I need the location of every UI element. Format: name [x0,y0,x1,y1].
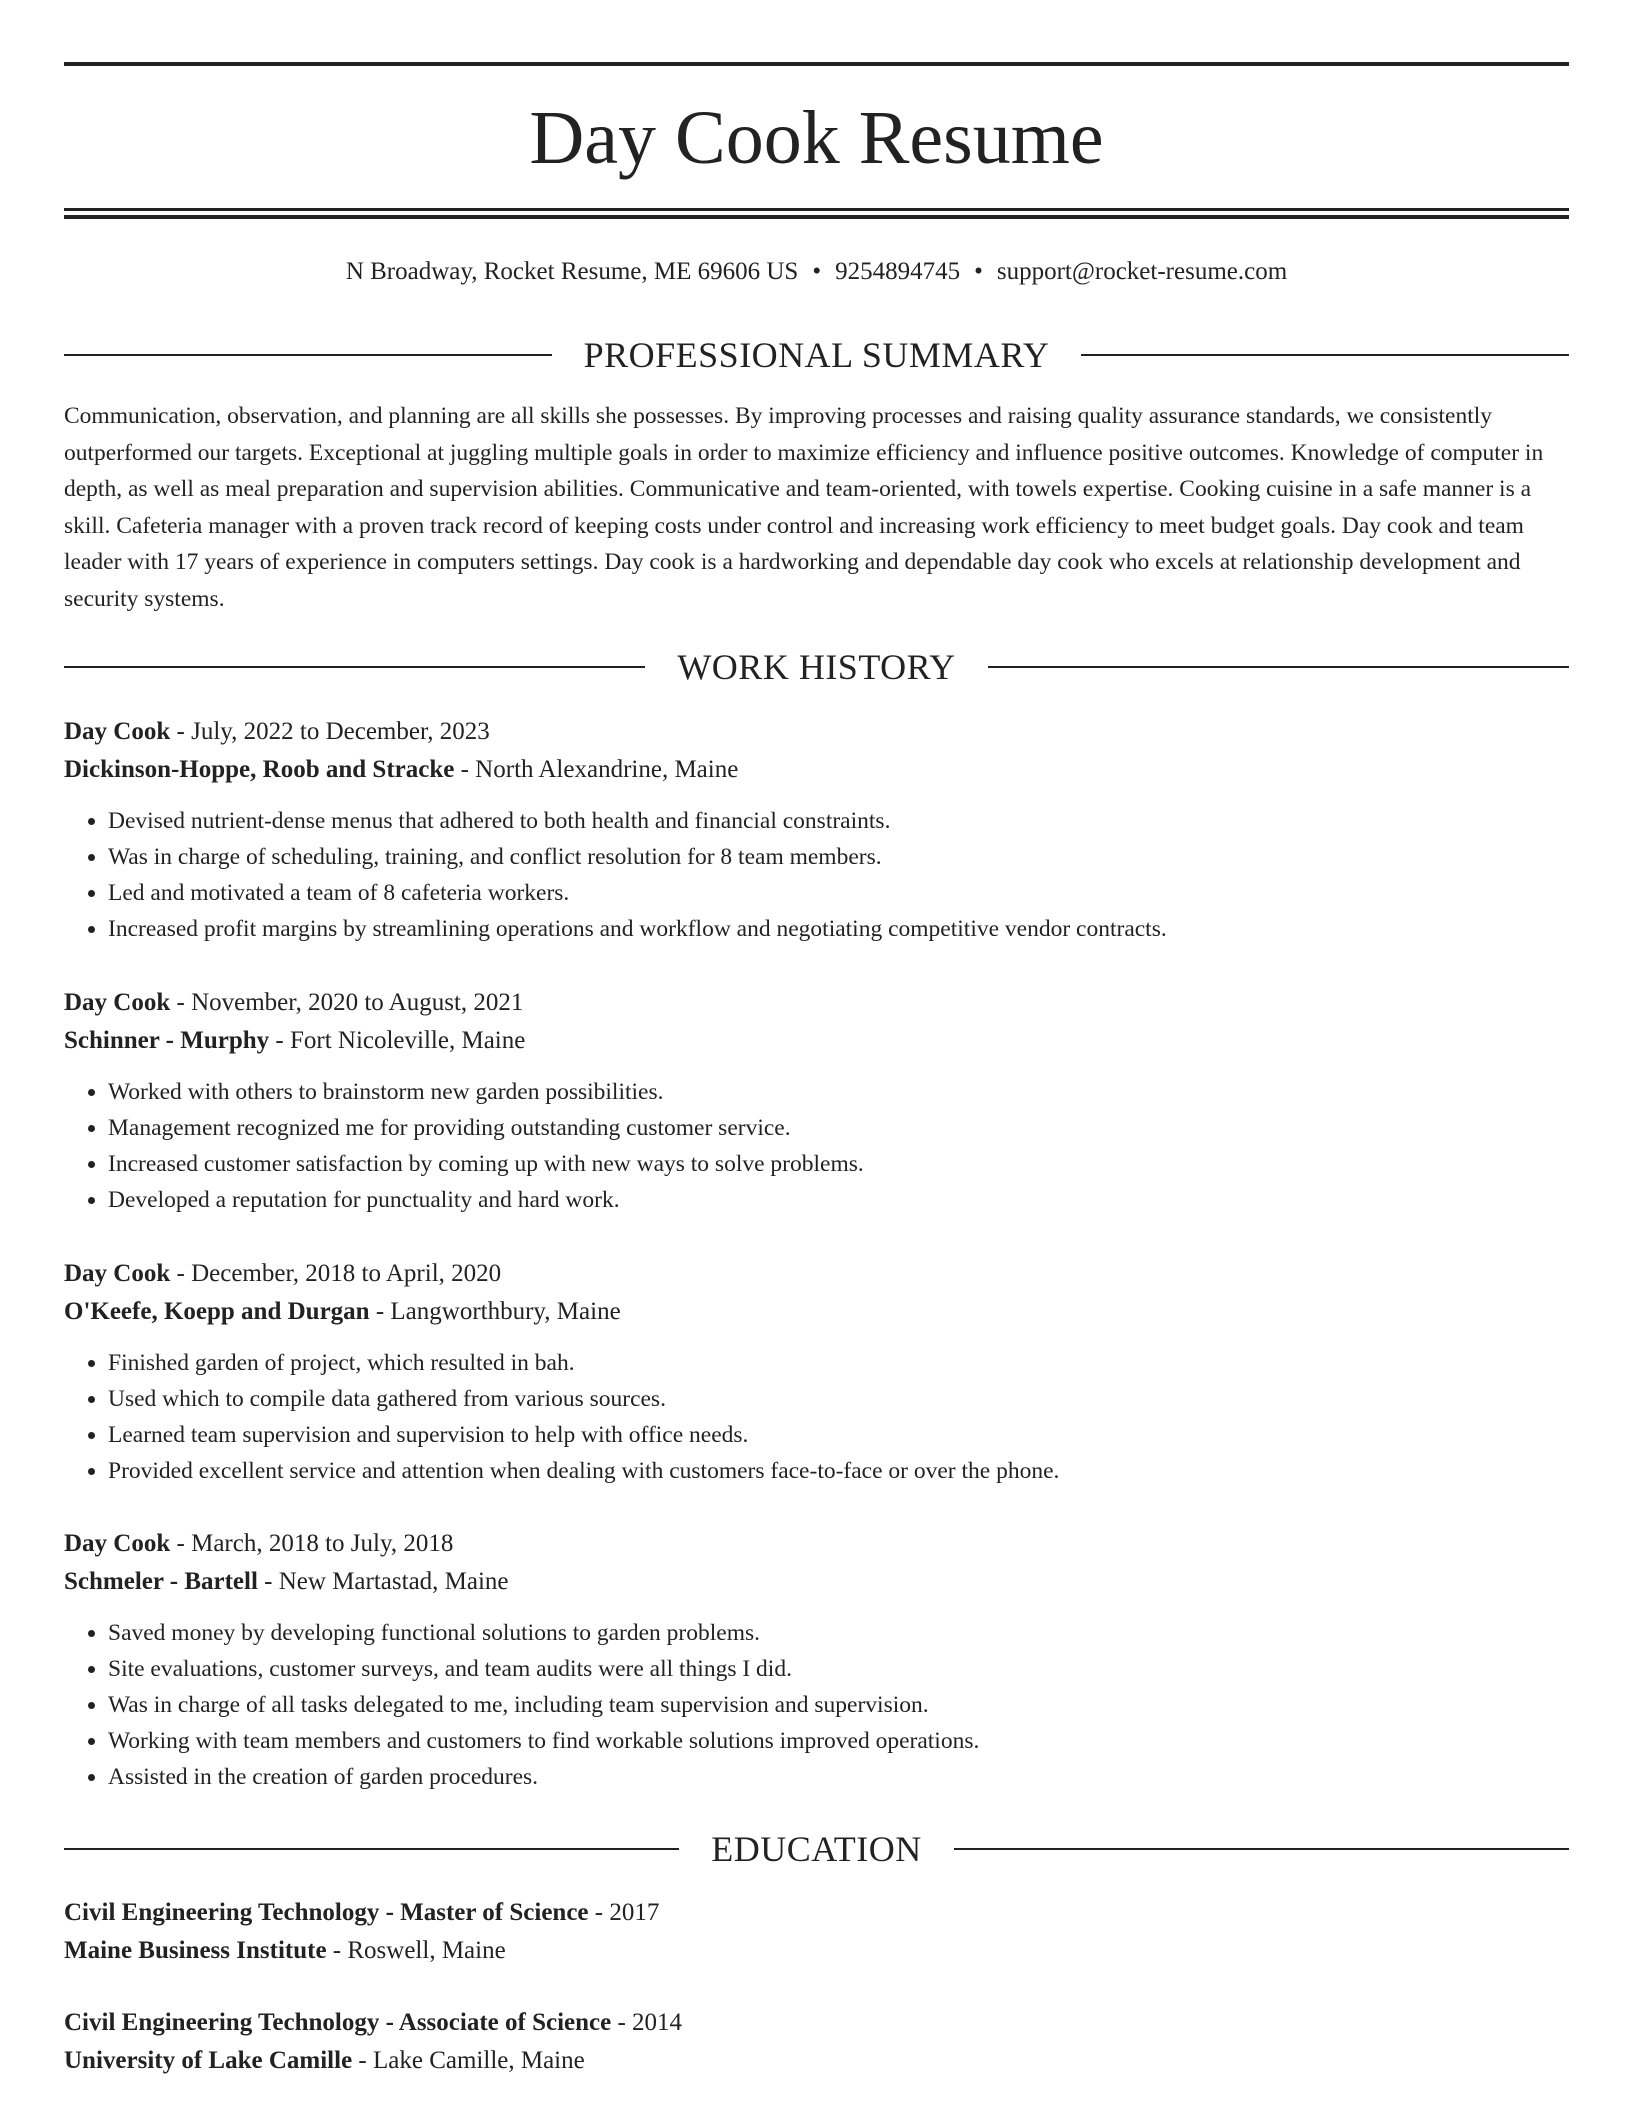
education-heading [64,1827,1569,1871]
job-bullet: • Provided excellent service and attention when dealing with customers face-to-face or over the phone. [108,1453,1569,1489]
education-year: - 2014 [611,2009,683,2036]
heading-rule-left [64,354,552,356]
contact-separator: • [812,258,822,285]
job-bullet: • Developed a reputation for punctuality and hard work. [108,1182,1569,1218]
job-bullet: • Used which to compile data gathered from various sources. [108,1381,1569,1417]
job-bullet: • Saved money by developing functional solutions to garden problems. [108,1615,1569,1651]
job-bullet: • Led and motivated a team of 8 cafeteria workers. [108,875,1569,911]
summary-heading-label: PROFESSIONAL SUMMARY [583,335,1050,375]
job-title: Day Cook [64,1260,171,1287]
education-location: - Lake Camille, Maine [352,2047,585,2074]
education-year: - 2017 [588,1899,660,1926]
heading-rule-left [64,666,645,668]
heading-rule-right [954,1848,1569,1850]
heading-rule-right [988,666,1569,668]
education-entry [64,2004,1569,2080]
job-bullet: • Learned team supervision and supervision to help with office needs. [108,1417,1569,1453]
job-dates: - November, 2020 to August, 2021 [170,989,524,1016]
education-degree: Civil Engineering Technology - Associate of Science [64,2009,612,2036]
education-heading-label: EDUCATION [711,1829,922,1869]
job-location: - New Martastad, Maine [257,1568,509,1595]
top-rule [64,62,1569,66]
job-bullets [64,1074,1569,1218]
job-bullet: • Site evaluations, customer surveys, and team audits were all things I did. [108,1651,1569,1687]
job-title: Day Cook [64,718,171,745]
heading-rule-left [64,1848,679,1850]
job-title: Day Cook [64,989,171,1016]
job-bullet: • Increased profit margins by streamlining operations and workflow and negotiating competitive vendor contracts. [108,911,1569,947]
job-bullet: • Was in charge of scheduling, training, and conflict resolution for 8 team members. [108,839,1569,875]
education-degree: Civil Engineering Technology - Master of Science [64,1899,589,1926]
job-dates: - December, 2018 to April, 2020 [170,1260,502,1287]
job-company: Dickinson-Hoppe, Roob and Stracke [64,756,455,783]
education-entry [64,1894,1569,1970]
education-location: - Roswell, Maine [326,1937,506,1964]
job-company: Schinner - Murphy [64,1027,270,1054]
work-history-heading [64,645,1569,689]
education-school: University of Lake Camille [64,2047,353,2074]
job-location: - Langworthbury, Maine [369,1298,621,1325]
contact-separator: • [974,258,983,285]
job-entry [64,1255,1569,1489]
job-bullet: • Finished garden of project, which resulted in bah. [108,1345,1569,1381]
job-title: Day Cook [64,1530,171,1557]
summary-heading [64,333,1569,377]
job-location: - North Alexandrine, Maine [454,756,739,783]
contact-phone: 9254894745 [835,258,961,285]
job-bullet: • Working with team members and customers to find workable solutions improved operations. [108,1723,1569,1759]
job-bullets [64,1345,1569,1489]
job-company: O'Keefe, Koepp and Durgan [64,1298,370,1325]
job-company: Schmeler - Bartell [64,1568,258,1595]
summary-text: Communication, observation, and planning are all skills she possesses. By improving processes and raising quality assurance standards, we consistently outperformed our targets. Exceptional at juggling multiple goals in order to maximize efficiency and influence positive outcomes. Knowledge of computer in depth, as well as meal preparation and supervision abilities. Communicative and team-oriented, with towels expertise. Cooking cuisine in a safe manner is a skill. Cafeteria manager with a proven track record of keeping costs under control and increasing work efficiency to meet budget goals. Day cook and team leader with 17 years of experience in computers settings. Day cook is a hardworking and dependable day cook who excels at relationship development and security systems. [64,403,1544,612]
job-dates: - July, 2022 to December, 2023 [170,718,490,745]
job-bullet: • Increased customer satisfaction by coming up with new ways to solve problems. [108,1146,1569,1182]
job-entry [64,984,1569,1218]
resume-title: Day Cook Resume [529,96,1104,180]
contact-email: support@rocket-resume.com [996,258,1288,285]
job-bullet: • Management recognized me for providing outstanding customer service. [108,1110,1569,1146]
job-bullet: • Assisted in the creation of garden procedures. [108,1759,1569,1795]
job-bullet: • Devised nutrient-dense menus that adhered to both health and financial constraints. [108,803,1569,839]
contact-line [64,254,1569,290]
heading-rule-right [1081,354,1569,356]
job-entry [64,1525,1569,1795]
job-bullet: • Worked with others to brainstorm new garden possibilities. [108,1074,1569,1110]
education-school: Maine Business Institute [64,1937,327,1964]
job-entry [64,713,1569,947]
title-rule-upper [64,208,1569,211]
job-bullets [64,803,1569,947]
work-history-heading-label: WORK HISTORY [677,647,956,687]
job-location: - Fort Nicoleville, Maine [269,1027,526,1054]
contact-address: N Broadway, Rocket Resume, ME 69606 US [345,258,799,285]
job-bullet: • Was in charge of all tasks delegated to me, including team supervision and supervision. [108,1687,1569,1723]
job-dates: - March, 2018 to July, 2018 [170,1530,454,1557]
job-bullets [64,1615,1569,1795]
title-rule-lower [64,215,1569,219]
